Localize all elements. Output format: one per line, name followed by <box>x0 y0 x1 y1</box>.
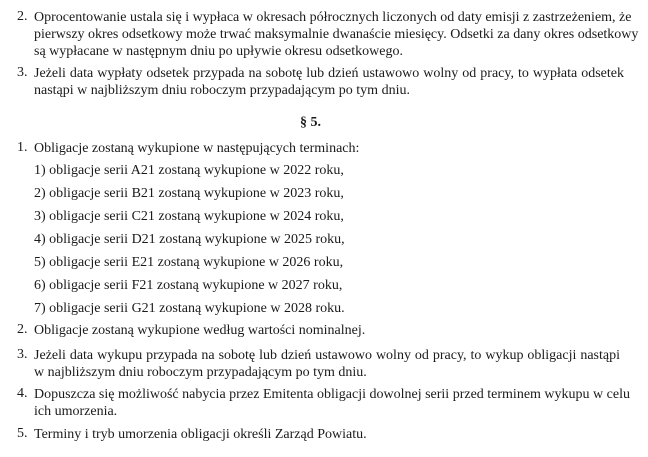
list-item: 4) obligacje serii D21 zostaną wykupione w 2025 roku, <box>34 232 345 247</box>
item-number: 4. <box>17 386 28 401</box>
item-number: 2. <box>17 322 28 337</box>
item-number: 3. <box>17 347 28 362</box>
list-item: 1) obligacje serii A21 zostaną wykupione w 2022 roku, <box>34 163 344 178</box>
paragraph-line: w najbliższym dniu roboczym przypadającym po tym dniu. <box>34 365 367 380</box>
paragraph-line: Dopuszcza się możliwość nabycia przez Emitenta obligacji dowolnej serii przed terminem wykupu w celu <box>34 387 630 402</box>
list-item: 6) obligacje serii F21 zostaną wykupione w 2027 roku, <box>34 278 343 293</box>
paragraph-line: Jeżeli data wykupu przypada na sobotę lub dzień ustawowo wolny od pracy, to wykup obligacji nastąpi <box>34 348 620 363</box>
item-number: 3. <box>17 65 28 80</box>
paragraph-line: ich umorzenia. <box>34 404 118 419</box>
paragraph-line: pierwszy okres odsetkowy może trwać maksymalnie dwanaście miesięcy. Odsetki za dany okres odsetkowy <box>34 27 639 42</box>
paragraph-line: Terminy i tryb umorzenia obligacji określi Zarząd Powiatu. <box>34 427 367 442</box>
list-item: 7) obligacje serii G21 zostaną wykupione w 2028 roku. <box>34 301 345 316</box>
paragraph-line: nastąpi w najbliższym dniu roboczym przypadającym po tym dniu. <box>34 83 410 98</box>
item-number: 5. <box>17 426 28 441</box>
paragraph-line: są wypłacane w następnym dniu po upływie okresu odsetkowego. <box>34 44 403 59</box>
paragraph-line: Jeżeli data wypłaty odsetek przypada na sobotę lub dzień ustawowo wolny od pracy, to wypłata odsetek <box>34 66 624 81</box>
list-item: 3) obligacje serii C21 zostaną wykupione w 2024 roku, <box>34 209 344 224</box>
section-heading: § 5. <box>300 115 321 130</box>
list-item: 5) obligacje serii E21 zostaną wykupione w 2026 roku, <box>34 255 344 270</box>
item-number: 2. <box>17 9 28 24</box>
paragraph-line: Oprocentowanie ustala się i wypłaca w okresach półrocznych liczonych od daty emisji z zastrzeżeniem, że <box>34 10 632 25</box>
list-item: 2) obligacje serii B21 zostaną wykupione w 2023 roku, <box>34 186 344 201</box>
item-number: 1. <box>17 140 28 155</box>
paragraph-line: Obligacje zostaną wykupione według wartości nominalnej. <box>34 323 366 338</box>
paragraph-line: Obligacje zostaną wykupione w następujących terminach: <box>34 141 360 156</box>
